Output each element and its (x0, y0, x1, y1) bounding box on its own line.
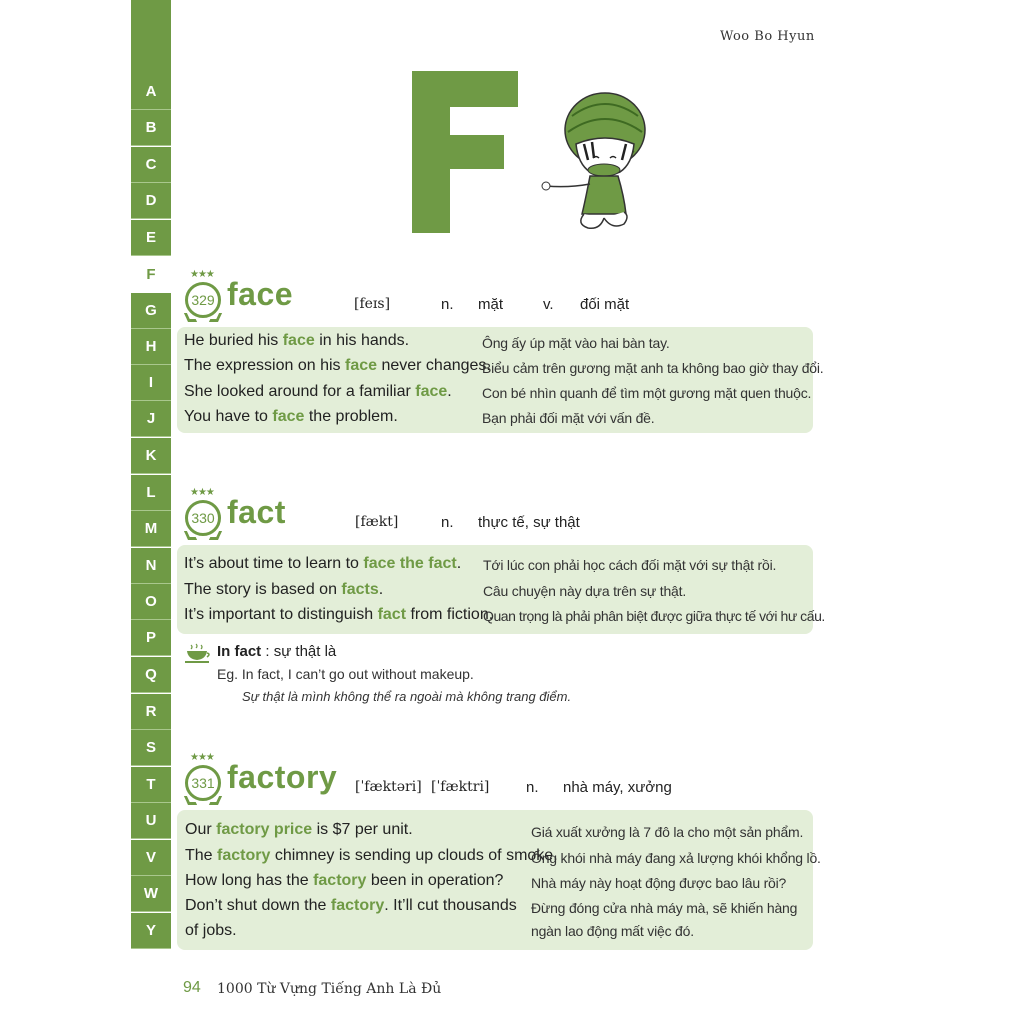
example-sentence (184, 408, 398, 426)
example-sentence (184, 581, 383, 599)
meaning-noun: thực tế, sự thật (478, 514, 580, 531)
example-text: You have to (184, 408, 273, 425)
tab-letter-e[interactable]: E (131, 220, 171, 256)
example-text: The story is based on (184, 581, 342, 598)
example-translation: Ống khói nhà máy đang xả lượng khói khổng lồ. (531, 850, 821, 866)
example-text: The expression on his (184, 357, 345, 374)
part-of-speech-noun: n. (526, 779, 539, 796)
difficulty-stars: ★★★ (190, 752, 214, 763)
difficulty-stars: ★★★ (190, 487, 214, 498)
highlighted-word: face (415, 383, 448, 400)
example-text: is $7 per unit. (312, 821, 413, 838)
example-text: . (447, 383, 452, 400)
tab-letter-i[interactable]: I (131, 365, 171, 401)
tab-letter-o[interactable]: O (131, 584, 171, 620)
example-text: . (378, 581, 384, 598)
example-text: chimney is sending up clouds of smoke. (270, 847, 558, 864)
part-of-speech-noun: n. (441, 296, 454, 313)
idiom-meaning: : sự thật là (261, 643, 337, 660)
example-sentence (184, 332, 409, 350)
example-text: The (185, 847, 218, 864)
tab-letter-k[interactable]: K (131, 438, 171, 474)
tab-letter-q[interactable]: Q (131, 657, 171, 693)
author-name: Woo Bo Hyun (720, 29, 815, 44)
part-of-speech-verb: v. (543, 296, 554, 313)
idiom-example: Eg. In fact, I can’t go out without makeup. (217, 666, 474, 682)
meaning-verb: đối mặt (580, 296, 630, 313)
example-sentence (184, 383, 452, 401)
example-text: in his hands. (314, 332, 410, 349)
tab-letter-y[interactable]: Y (131, 913, 171, 949)
highlighted-word: fact (377, 606, 407, 623)
alarm-clock-icon (184, 487, 222, 540)
example-translation: ngàn lao động mất việc đó. (531, 923, 694, 939)
tab-letter-c[interactable]: C (131, 147, 171, 183)
meaning-noun: nhà máy, xưởng (563, 779, 672, 796)
example-text: It’s about time to learn to (184, 555, 364, 572)
pronunciation: [fækt] (355, 514, 399, 530)
page-number: 94 (183, 979, 201, 996)
example-sentence (185, 821, 413, 839)
pronunciation-us: [ˈfæktəri] (355, 779, 422, 795)
highlighted-word: factory (217, 847, 271, 864)
example-text: the problem. (304, 408, 398, 425)
chapter-letter-graphic (412, 71, 518, 233)
tea-cup-icon (185, 643, 211, 663)
example-text: been in operation? (366, 872, 504, 889)
idiom-phrase: In fact (217, 643, 262, 660)
headword: face (227, 276, 294, 312)
tab-letter-m[interactable]: M (131, 511, 171, 547)
tab-letter-p[interactable]: P (131, 620, 171, 656)
example-text: How long has the (185, 872, 314, 889)
tab-letter-g[interactable]: G (131, 293, 171, 329)
highlighted-word: factory (313, 872, 367, 889)
example-sentence (185, 872, 503, 890)
example-translation: Giá xuất xưởng là 7 đô la cho một sản phẩm. (531, 824, 804, 840)
entry-header-fact (184, 487, 644, 542)
tab-letter-s[interactable]: S (131, 730, 171, 766)
tab-letter-b[interactable]: B (131, 110, 171, 146)
entry-header-factory (184, 752, 704, 807)
highlighted-word: face (344, 357, 378, 374)
example-sentence (184, 357, 491, 375)
highlighted-word: facts (341, 581, 379, 598)
example-translation: Bạn phải đối mặt với vấn đề. (482, 410, 655, 426)
example-text: . (456, 555, 462, 572)
watermelon-girl-illustration (538, 92, 650, 238)
example-text: He buried his (184, 332, 283, 349)
example-text: never changes. (377, 357, 491, 374)
tab-letter-l[interactable]: L (131, 475, 171, 511)
letter-middle-bar (412, 135, 504, 169)
highlighted-word: face (272, 408, 305, 425)
example-text: Don’t shut down the (185, 897, 331, 914)
examples-box-face (177, 327, 824, 433)
entry-number: 329 (185, 282, 221, 318)
example-translation: Tới lúc con phải học cách đối mặt với sự thật rồi. (483, 557, 777, 573)
example-sentence (185, 897, 517, 915)
example-text: It’s important to distinguish (184, 606, 378, 623)
example-text: from fiction. (406, 606, 494, 623)
example-sentence (185, 847, 558, 865)
tab-strip-top (131, 0, 171, 74)
book-title: 1000 Từ Vựng Tiếng Anh Là Đủ (217, 981, 442, 997)
tab-letter-t[interactable]: T (131, 767, 171, 803)
example-translation: Nhà máy này hoạt động được bao lâu rồi? (531, 875, 787, 891)
examples-box-factory (177, 810, 821, 950)
example-text: She looked around for a familiar (184, 383, 416, 400)
pronunciation-uk: [ˈfæktri] (431, 779, 490, 795)
example-sentence (184, 555, 461, 573)
difficulty-stars: ★★★ (190, 269, 214, 280)
tab-letter-u[interactable]: U (131, 803, 171, 839)
example-text: . It’ll cut thousands (384, 897, 517, 914)
part-of-speech-noun: n. (441, 514, 454, 531)
tab-letter-j[interactable]: J (131, 401, 171, 437)
alarm-clock-icon (184, 752, 222, 805)
meaning-noun: mặt (478, 296, 504, 313)
tab-letter-r[interactable]: R (131, 694, 171, 730)
example-translation: Đừng đóng cửa nhà máy mà, sẽ khiến hàng (531, 900, 798, 916)
example-translation: Biểu cảm trên gương mặt anh ta không bao giờ thay đổi. (482, 360, 824, 376)
tab-letter-f[interactable]: F (131, 256, 171, 292)
headword: factory (227, 759, 338, 795)
examples-box-fact (177, 545, 825, 634)
example-translation: Quan trọng là phải phân biệt được giữa thực tế với hư cấu. (483, 608, 825, 624)
tab-letter-d[interactable]: D (131, 183, 171, 219)
entry-header-face (184, 269, 644, 324)
example-translation: Câu chuyện này dựa trên sự thật. (483, 583, 687, 599)
example-translation: Ông ấy úp mặt vào hai bàn tay. (482, 335, 670, 351)
letter-top-bar (412, 71, 518, 107)
highlighted-word: face the fact (363, 555, 457, 572)
tab-letter-n[interactable]: N (131, 548, 171, 584)
highlighted-word: factory price (216, 821, 313, 838)
idiom-heading (217, 643, 336, 660)
example-sentence (184, 606, 493, 624)
pronunciation: [feɪs] (354, 296, 391, 312)
example-translation: Con bé nhìn quanh để tìm một gương mặt quen thuộc. (482, 385, 812, 401)
tab-letter-h[interactable]: H (131, 329, 171, 365)
tab-letter-v[interactable]: V (131, 840, 171, 876)
alphabet-tabs (131, 0, 171, 950)
example-text: Our (185, 821, 217, 838)
entry-number: 331 (185, 765, 221, 801)
idiom-example-translation: Sự thật là mình không thể ra ngoài mà không trang điểm. (242, 689, 572, 704)
tab-letter-w[interactable]: W (131, 876, 171, 912)
highlighted-word: factory (330, 897, 385, 914)
tab-letter-a[interactable]: A (131, 74, 171, 110)
headword: fact (227, 494, 286, 530)
highlighted-word: face (282, 332, 315, 349)
entry-number: 330 (185, 500, 221, 536)
example-text: of jobs. (185, 922, 237, 939)
example-sentence (185, 922, 237, 940)
alarm-clock-icon (184, 269, 222, 322)
